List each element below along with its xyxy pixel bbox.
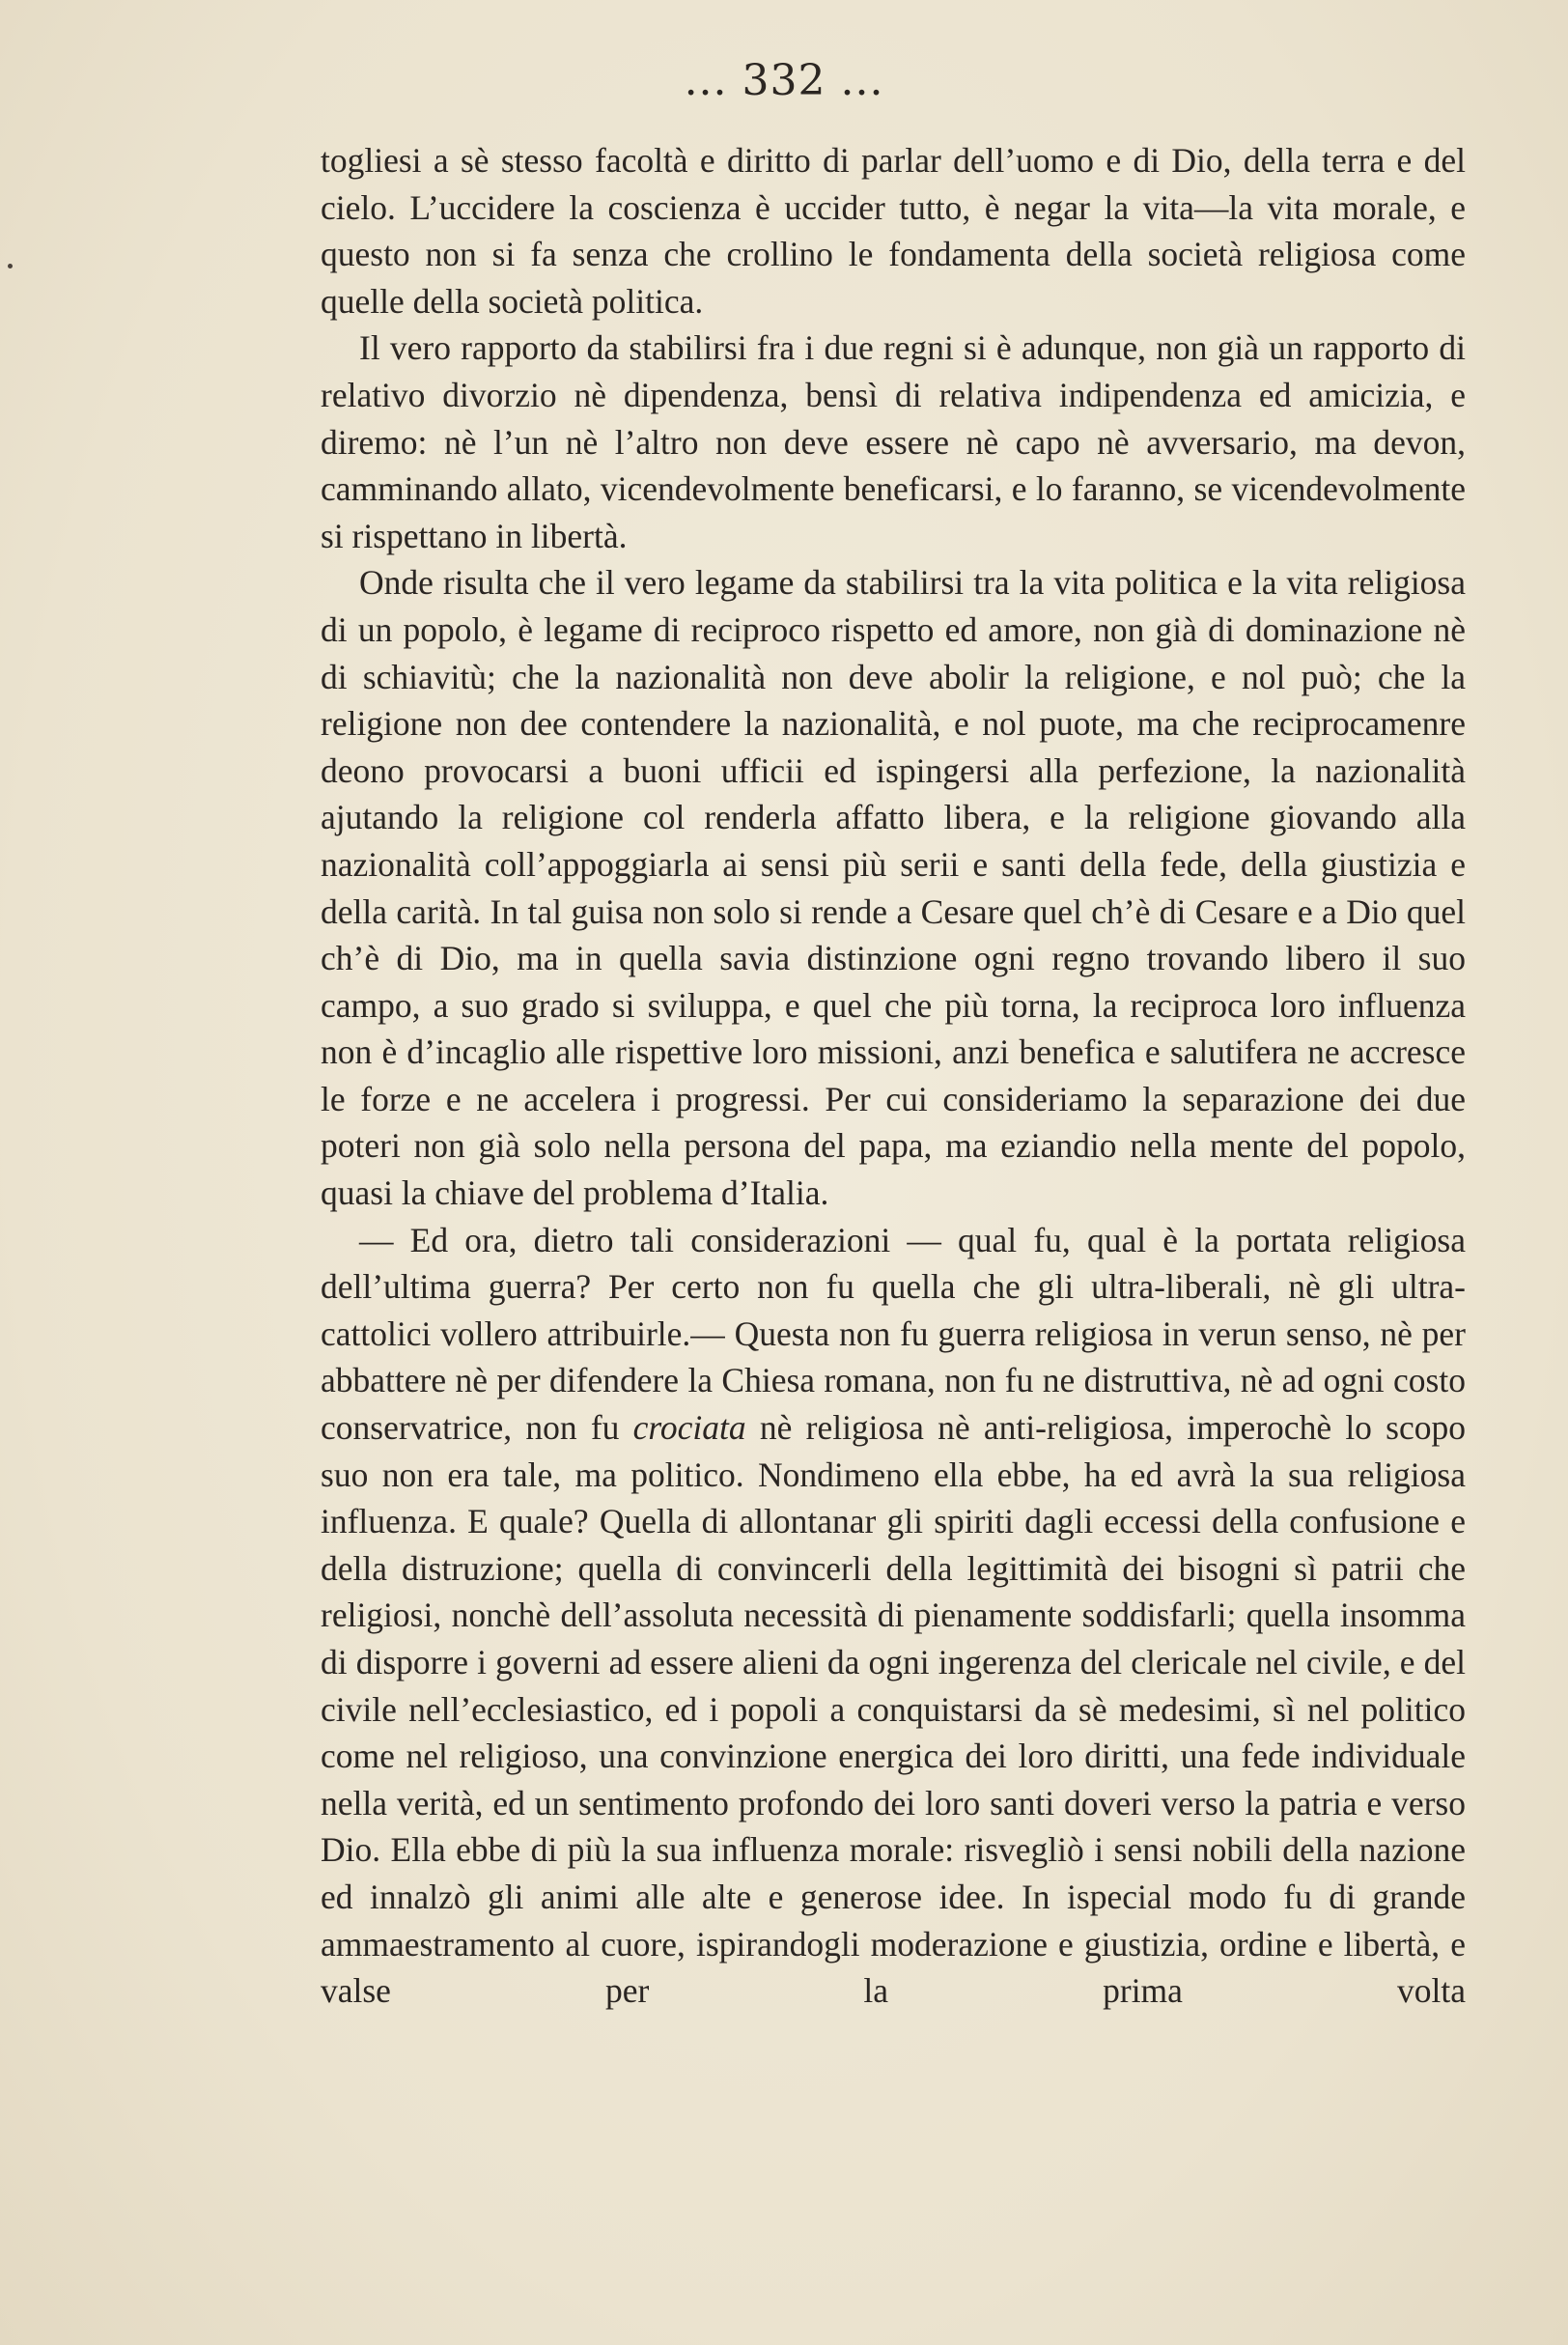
body-text bbox=[321, 137, 1466, 2015]
paragraph-1: togliesi a sè stesso facoltà e diritto di parlar dell’uomo e di Dio, della terra e del cielo. L’uccidere la coscienza è uccider tutto, è negar la vita—la vita morale, e questo non si fa senza che crollino le fondamenta della società religiosa come quelle della società politica. bbox=[321, 141, 1466, 321]
paragraph-3: Onde risulta che il vero legame da stabilirsi tra la vita politica e la vita religiosa di un popolo, è legame di reciproco rispetto ed amore, non già di dominazione nè di schiavitù; che la nazionalità non deve abolir la religione, e nol può; che la religione non dee contendere la nazionalità, e nol puote, ma che reciprocamenre deono provocarsi a buoni ufficii ed ispingersi alla perfezione, la nazionalità ajutando la religione col renderla affatto libera, e la religione giovando alla nazionalità coll’appoggiarla ai sensi più serii e santi della fede, della giustizia e della carità. In tal guisa non solo si rende a Cesare quel ch’è di Cesare e a Dio quel ch’è di Dio, ma in quella savia distinzione ogni regno trovando libero il suo campo, a suo grado si sviluppa, e quel che più torna, la reciproca loro influenza non è d’incaglio alle rispettive loro missioni, anzi benefica e salutifera ne accresce le forze e ne accelera i progressi. Per cui consideriamo la separazione dei due poteri non già solo nella persona del papa, ma eziandio nella mente del popolo, quasi la chiave del problema d’Italia. bbox=[321, 563, 1466, 1213]
paragraph-4 bbox=[321, 1217, 1466, 2015]
paragraph-4-text-b: nè religiosa nè anti-religiosa, imperochè lo scopo suo non era tale, ma politico. Nondimeno ella ebbe, ha ed avrà la sua religiosa influenza. E quale? Quella di allontanar gli spiriti dagli eccessi della confusione e della distruzione; quella di convincerli della legittimità dei bisogni sì patrii che religiosi, nonchè dell’assoluta necessità di pienamente soddisfarli; quella insomma di disporre i governi ad essere alieni da ogni ingerenza del clericale nel civile, e del civile nell’ecclesiastico, ed i popoli a conquistarsi da sè medesimi, sì nel politico come nel religioso, una convinzione energica dei loro diritti, una fede individuale nella verità, ed un sentimento profondo dei loro santi doveri verso la patria e verso Dio. Ella ebbe di più la sua influenza morale: risvegliò i sensi nobili della nazione ed innalzò gli animi alle alte e generose idee. In ispecial modo fu di grande ammaestramento al cuore, ispirandogli moderazione e giustizia, ordine e libertà, e valse per la prima volta bbox=[321, 1408, 1466, 2011]
italic-word: crociata bbox=[632, 1408, 746, 1448]
margin-speck bbox=[8, 264, 13, 268]
paragraph-2: Il vero rapporto da stabilirsi fra i due regni si è adunque, non già un rapporto di relativo divorzio nè dipendenza, bensì di relativa indipendenza ed amicizia, e diremo: nè l’un nè l’altro non deve essere nè capo nè avversario, ma devon, camminando allato, vicendevolmente beneficarsi, e lo faranno, se vicendevolmente si rispettano in libertà. bbox=[321, 328, 1466, 555]
paragraph-4-text-a: — Ed ora, dietro tali considerazioni — qual fu, qual è la portata religiosa dell’ultima guerra? Per certo non fu quella che gli ultra-liberali, nè gli ultra-cattolici vollero attribuirle.— Questa non fu guerra religiosa in verun senso, nè per abbattere nè per difendere la Chiesa romana, non fu ne distruttiva, nè ad ogni costo conservatrice, non fu bbox=[321, 1220, 1466, 1448]
page-number: ... 332 ... bbox=[684, 56, 884, 105]
